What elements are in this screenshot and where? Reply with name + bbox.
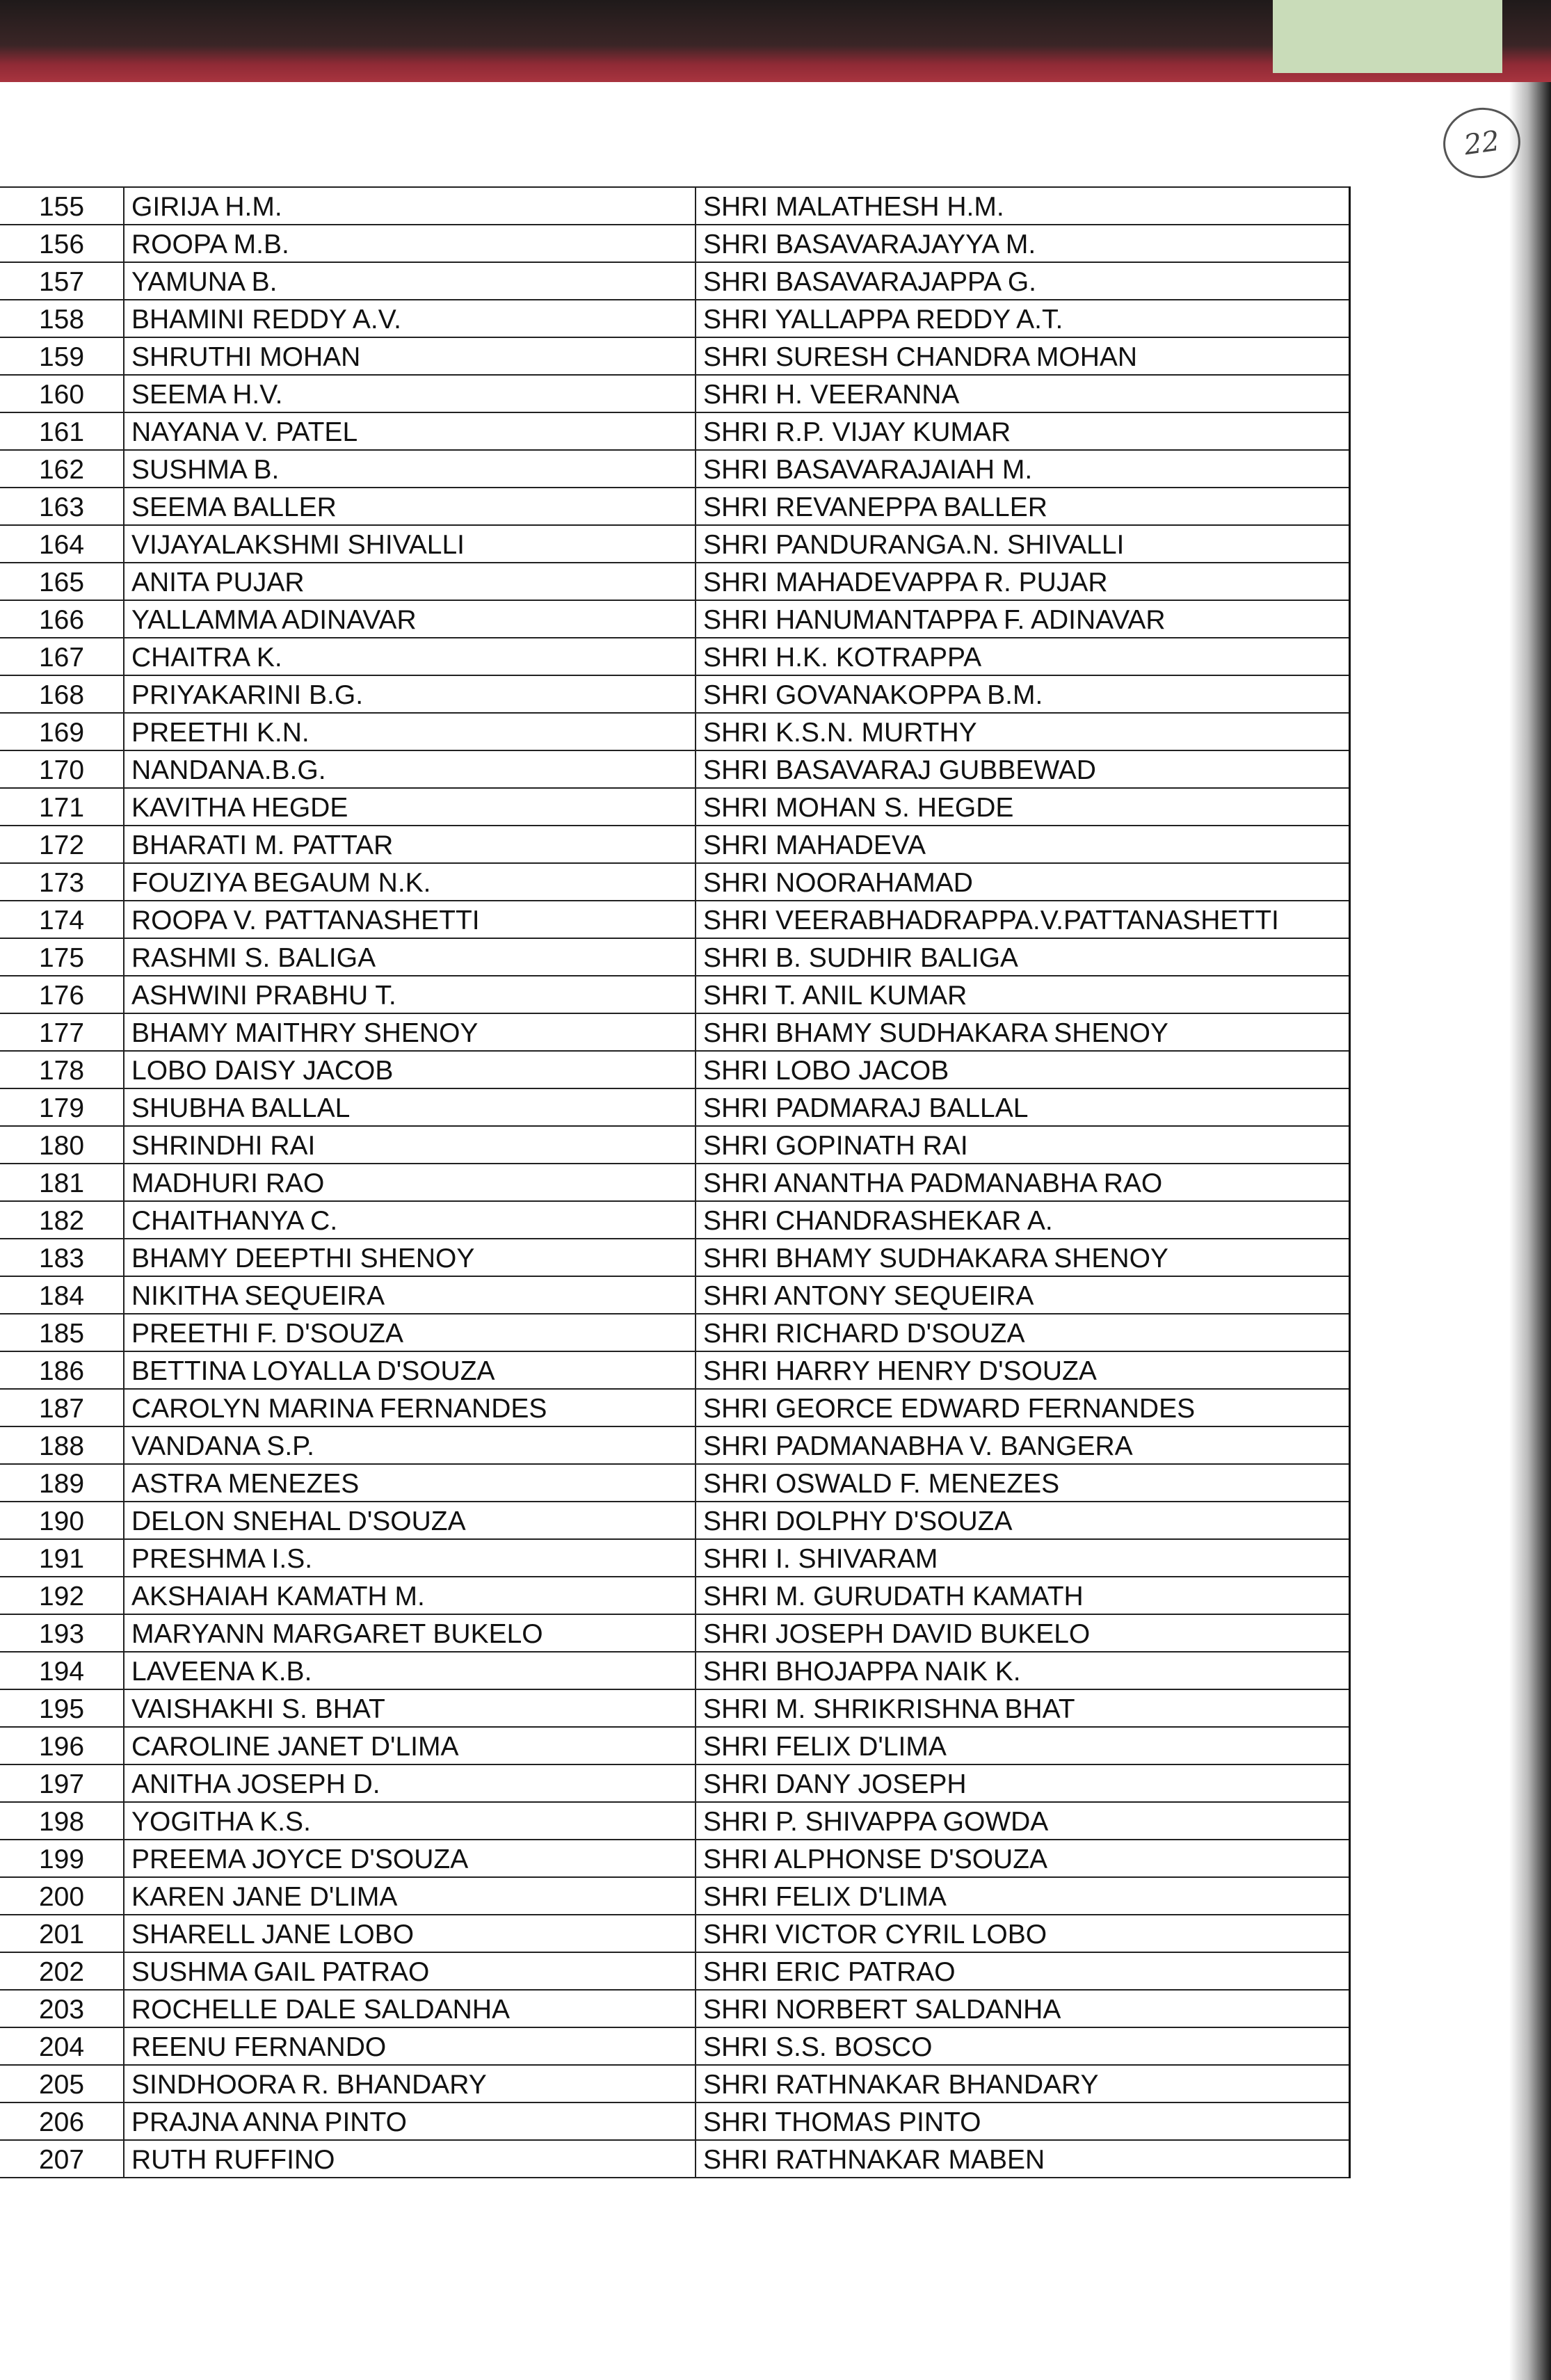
father-name-cell: SHRI THOMAS PINTO <box>696 2102 1349 2140</box>
table-row <box>0 2102 1349 2140</box>
father-name-cell: SHRI ANANTHA PADMANABHA RAO <box>696 1164 1349 1201</box>
student-name-cell: YAMUNA B. <box>124 262 696 300</box>
serial-number-cell: 166 <box>0 600 124 638</box>
student-name-cell: NIKITHA SEQUEIRA <box>124 1276 696 1314</box>
table-row <box>0 788 1349 826</box>
table-row <box>0 675 1349 713</box>
table-row <box>0 225 1349 262</box>
father-name-cell: SHRI H. VEERANNA <box>696 375 1349 412</box>
father-name-cell: SHRI MOHAN S. HEGDE <box>696 788 1349 826</box>
scan-paper-tab <box>1273 0 1502 73</box>
student-name-cell: SHRINDHI RAI <box>124 1126 696 1164</box>
father-name-cell: SHRI VICTOR CYRIL LOBO <box>696 1915 1349 1952</box>
table-row <box>0 1577 1349 1614</box>
student-name-cell: ASHWINI PRABHU T. <box>124 976 696 1013</box>
student-name-cell: LOBO DAISY JACOB <box>124 1051 696 1088</box>
student-name-cell: BHAMY MAITHRY SHENOY <box>124 1013 696 1051</box>
father-name-cell: SHRI PANDURANGA.N. SHIVALLI <box>696 525 1349 563</box>
table-row <box>0 1877 1349 1915</box>
serial-number-cell: 197 <box>0 1764 124 1802</box>
table-row <box>0 375 1349 412</box>
father-name-cell: SHRI FELIX D'LIMA <box>696 1877 1349 1915</box>
father-name-cell: SHRI BASAVARAJ GUBBEWAD <box>696 750 1349 788</box>
student-name-cell: ROOPA M.B. <box>124 225 696 262</box>
table-row <box>0 976 1349 1013</box>
father-name-cell: SHRI SURESH CHANDRA MOHAN <box>696 337 1349 375</box>
student-name-cell: PRESHMA I.S. <box>124 1539 696 1577</box>
student-name-cell: YALLAMMA ADINAVAR <box>124 600 696 638</box>
father-name-cell: SHRI BHAMY SUDHAKARA SHENOY <box>696 1239 1349 1276</box>
student-name-cell: RASHMI S. BALIGA <box>124 938 696 976</box>
table-row <box>0 938 1349 976</box>
table-row <box>0 1464 1349 1502</box>
table-row <box>0 1915 1349 1952</box>
father-name-cell: SHRI REVANEPPA BALLER <box>696 488 1349 525</box>
serial-number-cell: 172 <box>0 826 124 863</box>
father-name-cell: SHRI MAHADEVAPPA R. PUJAR <box>696 563 1349 600</box>
table-row <box>0 750 1349 788</box>
table-row <box>0 1201 1349 1239</box>
roster-table-body <box>0 187 1349 2178</box>
serial-number-cell: 178 <box>0 1051 124 1088</box>
father-name-cell: SHRI P. SHIVAPPA GOWDA <box>696 1802 1349 1840</box>
table-row <box>0 713 1349 750</box>
student-name-cell: DELON SNEHAL D'SOUZA <box>124 1502 696 1539</box>
serial-number-cell: 187 <box>0 1389 124 1426</box>
serial-number-cell: 163 <box>0 488 124 525</box>
father-name-cell: SHRI R.P. VIJAY KUMAR <box>696 412 1349 450</box>
father-name-cell: SHRI HARRY HENRY D'SOUZA <box>696 1351 1349 1389</box>
father-name-cell: SHRI M. GURUDATH KAMATH <box>696 1577 1349 1614</box>
serial-number-cell: 182 <box>0 1201 124 1239</box>
table-row <box>0 2027 1349 2065</box>
father-name-cell: SHRI FELIX D'LIMA <box>696 1727 1349 1764</box>
student-name-cell: SHUBHA BALLAL <box>124 1088 696 1126</box>
table-row <box>0 2065 1349 2102</box>
father-name-cell: SHRI BHOJAPPA NAIK K. <box>696 1652 1349 1689</box>
table-row <box>0 525 1349 563</box>
student-name-cell: NAYANA V. PATEL <box>124 412 696 450</box>
student-name-cell: PRAJNA ANNA PINTO <box>124 2102 696 2140</box>
serial-number-cell: 174 <box>0 901 124 938</box>
table-row <box>0 300 1349 337</box>
father-name-cell: SHRI RICHARD D'SOUZA <box>696 1314 1349 1351</box>
father-name-cell: SHRI YALLAPPA REDDY A.T. <box>696 300 1349 337</box>
student-name-cell: PREETHI F. D'SOUZA <box>124 1314 696 1351</box>
table-row <box>0 1652 1349 1689</box>
student-name-cell: RUTH RUFFINO <box>124 2140 696 2178</box>
serial-number-cell: 203 <box>0 1990 124 2027</box>
father-name-cell: SHRI GOVANAKOPPA B.M. <box>696 675 1349 713</box>
table-row <box>0 1088 1349 1126</box>
student-name-cell: SHRUTHI MOHAN <box>124 337 696 375</box>
father-name-cell: SHRI JOSEPH DAVID BUKELO <box>696 1614 1349 1652</box>
father-name-cell: SHRI BASAVARAJAPPA G. <box>696 262 1349 300</box>
serial-number-cell: 164 <box>0 525 124 563</box>
serial-number-cell: 196 <box>0 1727 124 1764</box>
table-row <box>0 1727 1349 1764</box>
father-name-cell: SHRI CHANDRASHEKAR A. <box>696 1201 1349 1239</box>
student-name-cell: GIRIJA H.M. <box>124 187 696 225</box>
father-name-cell: SHRI B. SUDHIR BALIGA <box>696 938 1349 976</box>
serial-number-cell: 183 <box>0 1239 124 1276</box>
father-name-cell: SHRI I. SHIVARAM <box>696 1539 1349 1577</box>
student-name-cell: CHAITRA K. <box>124 638 696 675</box>
serial-number-cell: 162 <box>0 450 124 488</box>
table-row <box>0 563 1349 600</box>
table-row <box>0 1764 1349 1802</box>
table-row <box>0 1351 1349 1389</box>
father-name-cell: SHRI M. SHRIKRISHNA BHAT <box>696 1689 1349 1727</box>
serial-number-cell: 195 <box>0 1689 124 1727</box>
student-name-cell: CHAITHANYA C. <box>124 1201 696 1239</box>
roster-table <box>0 186 1351 2178</box>
serial-number-cell: 181 <box>0 1164 124 1201</box>
table-row <box>0 901 1349 938</box>
student-name-cell: SINDHOORA R. BHANDARY <box>124 2065 696 2102</box>
student-name-cell: VIJAYALAKSHMI SHIVALLI <box>124 525 696 563</box>
serial-number-cell: 180 <box>0 1126 124 1164</box>
table-row <box>0 1802 1349 1840</box>
table-row <box>0 2140 1349 2178</box>
student-name-cell: ASTRA MENEZES <box>124 1464 696 1502</box>
father-name-cell: SHRI ALPHONSE D'SOUZA <box>696 1840 1349 1877</box>
table-row <box>0 337 1349 375</box>
father-name-cell: SHRI VEERABHADRAPPA.V.PATTANASHETTI <box>696 901 1349 938</box>
serial-number-cell: 171 <box>0 788 124 826</box>
serial-number-cell: 186 <box>0 1351 124 1389</box>
father-name-cell: SHRI PADMARAJ BALLAL <box>696 1088 1349 1126</box>
table-row <box>0 1502 1349 1539</box>
serial-number-cell: 188 <box>0 1426 124 1464</box>
father-name-cell: SHRI BASAVARAJAYYA M. <box>696 225 1349 262</box>
student-name-cell: SUSHMA GAIL PATRAO <box>124 1952 696 1990</box>
student-name-cell: ROCHELLE DALE SALDANHA <box>124 1990 696 2027</box>
father-name-cell: SHRI HANUMANTAPPA F. ADINAVAR <box>696 600 1349 638</box>
student-name-cell: SUSHMA B. <box>124 450 696 488</box>
student-name-cell: KAVITHA HEGDE <box>124 788 696 826</box>
table-row <box>0 638 1349 675</box>
handwritten-page-number: 22 <box>1439 103 1525 183</box>
table-row <box>0 1164 1349 1201</box>
table-row <box>0 1990 1349 2027</box>
table-row <box>0 412 1349 450</box>
father-name-cell: SHRI RATHNAKAR BHANDARY <box>696 2065 1349 2102</box>
serial-number-cell: 206 <box>0 2102 124 2140</box>
serial-number-cell: 169 <box>0 713 124 750</box>
table-row <box>0 1389 1349 1426</box>
table-row <box>0 488 1349 525</box>
serial-number-cell: 201 <box>0 1915 124 1952</box>
student-name-cell: PREETHI K.N. <box>124 713 696 750</box>
father-name-cell: SHRI MALATHESH H.M. <box>696 187 1349 225</box>
table-row <box>0 1051 1349 1088</box>
serial-number-cell: 207 <box>0 2140 124 2178</box>
father-name-cell: SHRI MAHADEVA <box>696 826 1349 863</box>
serial-number-cell: 200 <box>0 1877 124 1915</box>
serial-number-cell: 156 <box>0 225 124 262</box>
table-row <box>0 1840 1349 1877</box>
father-name-cell: SHRI BASAVARAJAIAH M. <box>696 450 1349 488</box>
serial-number-cell: 168 <box>0 675 124 713</box>
student-name-cell: SEEMA BALLER <box>124 488 696 525</box>
father-name-cell: SHRI PADMANABHA V. BANGERA <box>696 1426 1349 1464</box>
student-name-cell: BHAMINI REDDY A.V. <box>124 300 696 337</box>
student-name-cell: LAVEENA K.B. <box>124 1652 696 1689</box>
table-row <box>0 450 1349 488</box>
student-name-cell: SHARELL JANE LOBO <box>124 1915 696 1952</box>
student-name-cell: BHARATI M. PATTAR <box>124 826 696 863</box>
student-name-cell: BHAMY DEEPTHI SHENOY <box>124 1239 696 1276</box>
father-name-cell: SHRI ERIC PATRAO <box>696 1952 1349 1990</box>
father-name-cell: SHRI LOBO JACOB <box>696 1051 1349 1088</box>
serial-number-cell: 158 <box>0 300 124 337</box>
student-name-cell: VAISHAKHI S. BHAT <box>124 1689 696 1727</box>
table-row <box>0 826 1349 863</box>
table-row <box>0 262 1349 300</box>
father-name-cell: SHRI BHAMY SUDHAKARA SHENOY <box>696 1013 1349 1051</box>
serial-number-cell: 184 <box>0 1276 124 1314</box>
father-name-cell: SHRI RATHNAKAR MABEN <box>696 2140 1349 2178</box>
father-name-cell: SHRI GEORCE EDWARD FERNANDES <box>696 1389 1349 1426</box>
table-row <box>0 1426 1349 1464</box>
serial-number-cell: 193 <box>0 1614 124 1652</box>
serial-number-cell: 202 <box>0 1952 124 1990</box>
student-name-cell: NANDANA.B.G. <box>124 750 696 788</box>
table-row <box>0 1239 1349 1276</box>
table-row <box>0 1539 1349 1577</box>
serial-number-cell: 191 <box>0 1539 124 1577</box>
serial-number-cell: 198 <box>0 1802 124 1840</box>
serial-number-cell: 175 <box>0 938 124 976</box>
father-name-cell: SHRI NOORAHAMAD <box>696 863 1349 901</box>
father-name-cell: SHRI OSWALD F. MENEZES <box>696 1464 1349 1502</box>
father-name-cell: SHRI H.K. KOTRAPPA <box>696 638 1349 675</box>
serial-number-cell: 204 <box>0 2027 124 2065</box>
father-name-cell: SHRI K.S.N. MURTHY <box>696 713 1349 750</box>
serial-number-cell: 199 <box>0 1840 124 1877</box>
student-name-cell: CAROLYN MARINA FERNANDES <box>124 1389 696 1426</box>
student-name-cell: MADHURI RAO <box>124 1164 696 1201</box>
serial-number-cell: 205 <box>0 2065 124 2102</box>
serial-number-cell: 173 <box>0 863 124 901</box>
student-name-cell: ANITHA JOSEPH D. <box>124 1764 696 1802</box>
scan-top-band <box>0 0 1551 82</box>
student-name-cell: ANITA PUJAR <box>124 563 696 600</box>
serial-number-cell: 159 <box>0 337 124 375</box>
table-row <box>0 1126 1349 1164</box>
table-row <box>0 1013 1349 1051</box>
serial-number-cell: 157 <box>0 262 124 300</box>
student-name-cell: BETTINA LOYALLA D'SOUZA <box>124 1351 696 1389</box>
father-name-cell: SHRI ANTONY SEQUEIRA <box>696 1276 1349 1314</box>
serial-number-cell: 165 <box>0 563 124 600</box>
table-row <box>0 600 1349 638</box>
serial-number-cell: 185 <box>0 1314 124 1351</box>
student-name-cell: ROOPA V. PATTANASHETTI <box>124 901 696 938</box>
student-name-cell: PRIYAKARINI B.G. <box>124 675 696 713</box>
serial-number-cell: 179 <box>0 1088 124 1126</box>
father-name-cell: SHRI NORBERT SALDANHA <box>696 1990 1349 2027</box>
table-row <box>0 863 1349 901</box>
table-row <box>0 1614 1349 1652</box>
serial-number-cell: 155 <box>0 187 124 225</box>
serial-number-cell: 176 <box>0 976 124 1013</box>
scan-page-edge <box>1509 82 1551 2380</box>
serial-number-cell: 161 <box>0 412 124 450</box>
student-name-cell: YOGITHA K.S. <box>124 1802 696 1840</box>
student-name-cell: SEEMA H.V. <box>124 375 696 412</box>
table-row <box>0 1276 1349 1314</box>
serial-number-cell: 192 <box>0 1577 124 1614</box>
father-name-cell: SHRI DANY JOSEPH <box>696 1764 1349 1802</box>
student-name-cell: PREEMA JOYCE D'SOUZA <box>124 1840 696 1877</box>
father-name-cell: SHRI DOLPHY D'SOUZA <box>696 1502 1349 1539</box>
table-row <box>0 187 1349 225</box>
student-name-cell: KAREN JANE D'LIMA <box>124 1877 696 1915</box>
student-name-cell: AKSHAIAH KAMATH M. <box>124 1577 696 1614</box>
serial-number-cell: 190 <box>0 1502 124 1539</box>
student-name-cell: VANDANA S.P. <box>124 1426 696 1464</box>
student-name-cell: REENU FERNANDO <box>124 2027 696 2065</box>
table-row <box>0 1314 1349 1351</box>
student-name-cell: FOUZIYA BEGAUM N.K. <box>124 863 696 901</box>
serial-number-cell: 167 <box>0 638 124 675</box>
table-row <box>0 1952 1349 1990</box>
father-name-cell: SHRI GOPINATH RAI <box>696 1126 1349 1164</box>
serial-number-cell: 194 <box>0 1652 124 1689</box>
father-name-cell: SHRI S.S. BOSCO <box>696 2027 1349 2065</box>
table-row <box>0 1689 1349 1727</box>
serial-number-cell: 177 <box>0 1013 124 1051</box>
student-name-cell: MARYANN MARGARET BUKELO <box>124 1614 696 1652</box>
student-name-cell: CAROLINE JANET D'LIMA <box>124 1727 696 1764</box>
serial-number-cell: 170 <box>0 750 124 788</box>
father-name-cell: SHRI T. ANIL KUMAR <box>696 976 1349 1013</box>
serial-number-cell: 160 <box>0 375 124 412</box>
serial-number-cell: 189 <box>0 1464 124 1502</box>
